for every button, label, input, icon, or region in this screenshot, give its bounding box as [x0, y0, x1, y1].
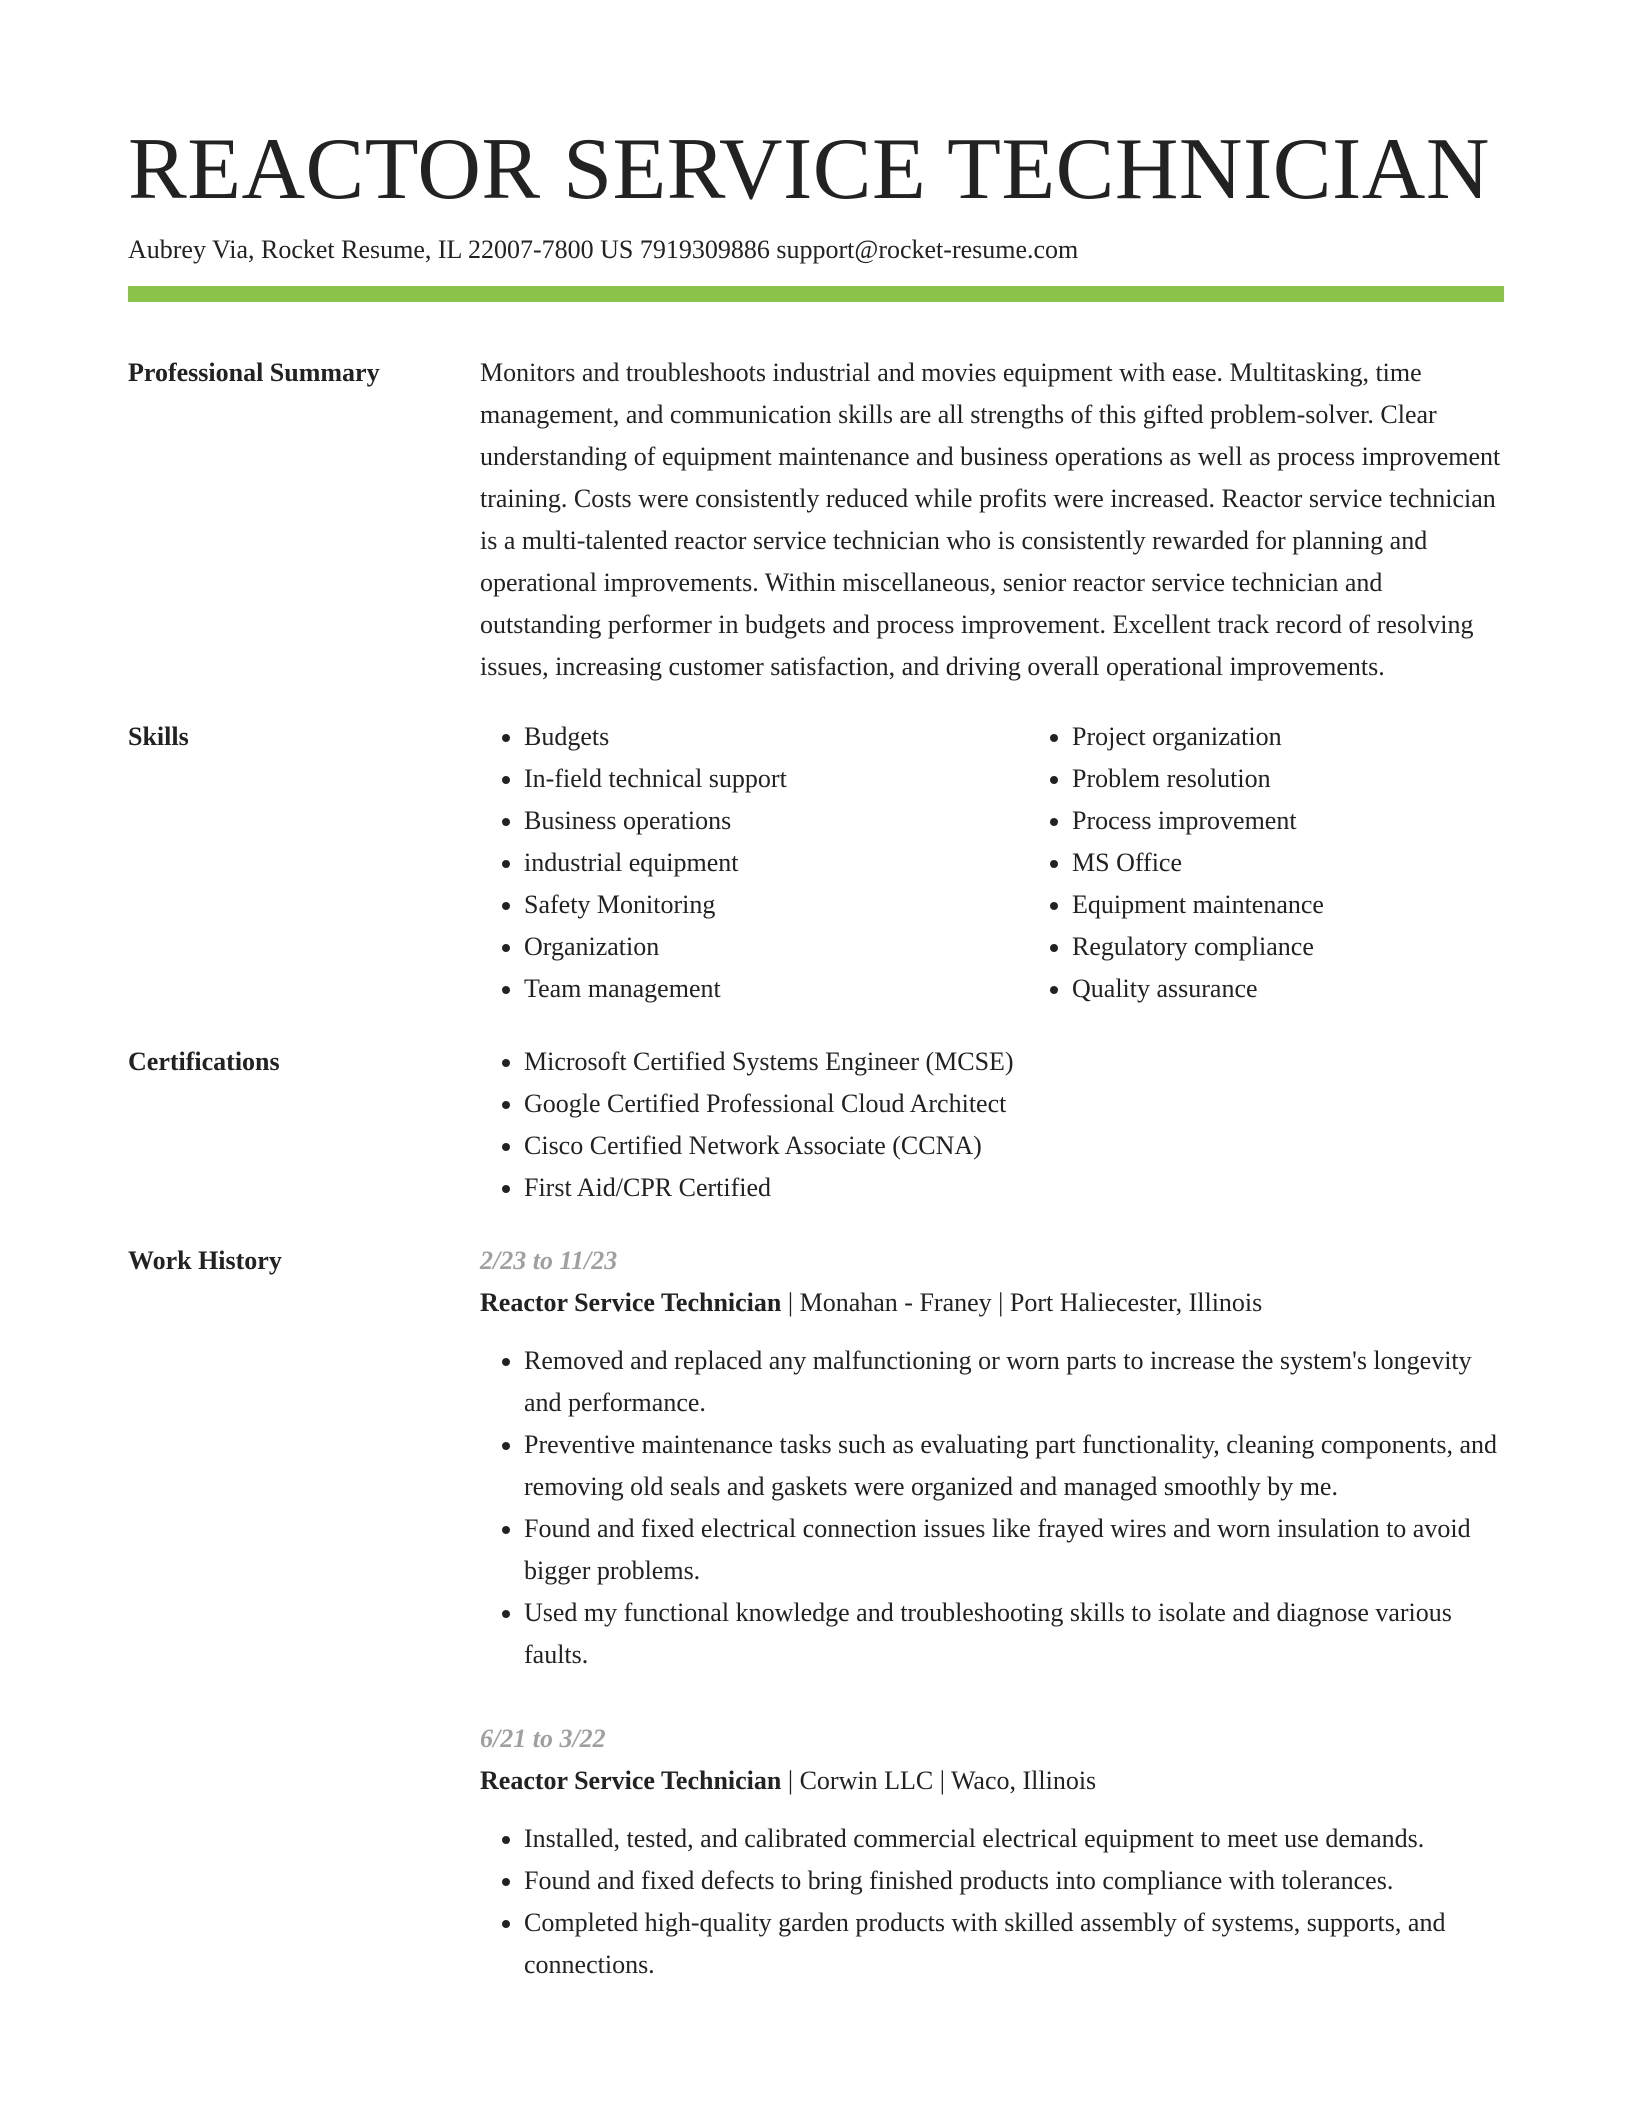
section-title-certifications: Certifications: [128, 1047, 280, 1076]
list-item: • Completed high-quality garden products with skilled assembly of systems, supports, and connections.: [524, 1902, 1504, 1986]
certifications-section: [128, 1041, 1504, 1209]
job-company: Monahan - Franey: [799, 1288, 992, 1317]
header-divider: [128, 286, 1504, 302]
job-duties: [480, 1340, 1504, 1676]
list-item: • Google Certified Professional Cloud Architect: [524, 1083, 1504, 1125]
list-item: • Project organization: [1072, 716, 1504, 758]
contact-city: Rocket Resume, IL: [260, 235, 462, 264]
work-history-section: [128, 1240, 1504, 1986]
job-role: Reactor Service Technician: [480, 1766, 782, 1795]
job-heading: Reactor Service Technician | Monahan - Franey | Port Haliecester, Illinois: [480, 1288, 1263, 1317]
list-item: • First Aid/CPR Certified: [524, 1167, 1504, 1209]
candidate-title: REACTOR SERVICE TECHNICIAN: [128, 121, 1490, 218]
resume-page: [128, 120, 1504, 1986]
list-item: • Installed, tested, and calibrated commercial electrical equipment to meet use demands.: [524, 1818, 1504, 1860]
job-dates: 6/21 to 3/22: [480, 1724, 606, 1753]
certifications-list: [480, 1041, 1504, 1209]
list-item: • Process improvement: [1072, 800, 1504, 842]
list-item: • Safety Monitoring: [524, 884, 1028, 926]
job-role: Reactor Service Technician: [480, 1288, 782, 1317]
job-duties: [480, 1818, 1504, 1986]
list-item: • Preventive maintenance tasks such as evaluating part functionality, cleaning components, and removing old seals and gaskets were organized and managed smoothly by me.: [524, 1424, 1504, 1508]
list-item: • Quality assurance: [1072, 968, 1504, 1010]
list-item: • Found and fixed defects to bring finished products into compliance with tolerances.: [524, 1860, 1504, 1902]
list-item: • MS Office: [1072, 842, 1504, 884]
list-item: • In-field technical support: [524, 758, 1028, 800]
list-item: • Team management: [524, 968, 1028, 1010]
list-item: • Microsoft Certified Systems Engineer (MCSE): [524, 1041, 1504, 1083]
section-title-skills: Skills: [128, 722, 189, 751]
skills-section: [128, 716, 1504, 1010]
list-item: • Equipment maintenance: [1072, 884, 1504, 926]
contact-name: Aubrey Via,: [128, 235, 255, 264]
list-item: • Business operations: [524, 800, 1028, 842]
list-item: • Budgets: [524, 716, 1028, 758]
contact-line: [128, 232, 1504, 268]
section-title-work-history: Work History: [128, 1246, 282, 1275]
skills-list-right: [1028, 716, 1504, 1010]
summary-section: [128, 352, 1504, 688]
skills-list-left: [480, 716, 1028, 1010]
job-company: Corwin LLC: [799, 1766, 934, 1795]
list-item: • Problem resolution: [1072, 758, 1504, 800]
list-item: • Used my functional knowledge and troubleshooting skills to isolate and diagnose various faults.: [524, 1592, 1504, 1676]
list-item: • Removed and replaced any malfunctioning or worn parts to increase the system's longevity and performance.: [524, 1340, 1504, 1424]
summary-text: Monitors and troubleshoots industrial and movies equipment with ease. Multitasking, time management, and communication skills are all strengths of this gifted problem-solver. Clear understanding of equipment maintenance and business operations as well as process improvement training. Costs were consistently reduced while profits were increased. Reactor service technician is a multi-talented reactor service technician who is consistently rewarded for planning and operational improvements. Within miscellaneous, senior reactor service technician and outstanding performer in budgets and process improvement. Excellent track record of resolving issues, increasing customer satisfaction, and driving overall operational improvements.: [480, 358, 1501, 681]
job-location: Port Haliecester, Illinois: [1009, 1288, 1263, 1317]
job-location: Waco, Illinois: [950, 1766, 1097, 1795]
section-title-summary: Professional Summary: [128, 358, 380, 387]
contact-zip: 22007-7800 US: [467, 235, 634, 264]
job-entry: [480, 1718, 1504, 1986]
list-item: • Regulatory compliance: [1072, 926, 1504, 968]
job-entry: [480, 1240, 1504, 1676]
list-item: • Found and fixed electrical connection issues like frayed wires and worn insulation to avoid bigger problems.: [524, 1508, 1504, 1592]
job-dates: 2/23 to 11/23: [480, 1246, 618, 1275]
list-item: • Organization: [524, 926, 1028, 968]
list-item: • industrial equipment: [524, 842, 1028, 884]
list-item: • Cisco Certified Network Associate (CCNA): [524, 1125, 1504, 1167]
resume-header: [128, 120, 1504, 302]
contact-email[interactable]: support@rocket-resume.com: [776, 235, 1079, 264]
job-heading: Reactor Service Technician | Corwin LLC | Waco, Illinois: [480, 1766, 1097, 1795]
contact-phone: 7919309886: [639, 235, 770, 264]
